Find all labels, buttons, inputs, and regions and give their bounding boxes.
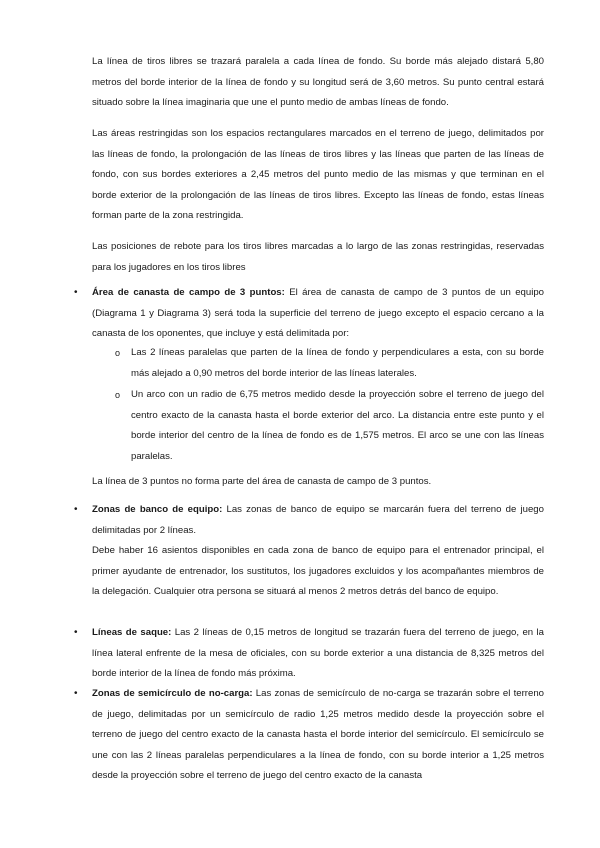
team-bench-title: Zonas de banco de equipo: [92,504,223,515]
three-point-parallel-lines-item: Las 2 líneas paralelas que parten de la línea de fondo y perpendiculares a esta, con su borde más alejado a 0,90 metros del borde interior de las líneas laterales. [131,347,544,379]
bullet-marker: • [74,688,78,699]
three-point-area-text: El área de canasta de campo de 3 puntos de un equipo (Diagrama 1 y Diagrama 3) será toda la superficie del terreno de juego excepto el espacio cercano a la canasta de los oponentes, que incluye y está delimitada por: [92,287,544,339]
three-point-area-item [92,283,544,345]
team-bench-text: Las zonas de banco de equipo se marcarán fuera del terreno de juego delimitadas por 2 líneas. [92,504,544,536]
throw-in-lines-item [92,623,544,685]
throw-in-lines-text: Las 2 líneas de 0,15 metros de longitud se trazarán fuera del terreno de juego, en la línea lateral enfrente de la mesa de oficiales, con su borde exterior a una distancia de 8,325 metros del borde interior de la línea de fondo más próxima. [92,627,545,679]
team-bench-item [92,500,544,541]
no-charge-semicircle-title: Zonas de semicírculo de no-carga: [92,688,253,699]
no-charge-semicircle-item [92,684,544,787]
bullet-marker: • [74,504,78,515]
sub-bullet-marker: o [115,390,121,400]
sub-bullet-marker: o [115,348,121,358]
bullet-marker: • [74,287,78,298]
bullet-marker: • [74,627,78,638]
three-point-area-title: Área de canasta de campo de 3 puntos: [92,287,285,298]
three-point-arc-item: Un arco con un radio de 6,75 metros medido desde la proyección sobre el terreno de juego del centro exacto de la canasta hasta el borde exterior del arco. La distancia entre este punto y el borde interior del centro de la línea de fondo es de 1,575 metros. El arco se une con las líneas paralelas. [131,389,544,462]
restricted-areas-paragraph: Las áreas restringidas son los espacios rectangulares marcados en el terreno de juego, delimitados por las líneas de fondo, la prolongación de las líneas de tiros libres y las líneas que parten de las líneas de fondo, con sus bordes exteriores a 2,45 metros del punto medio de las mismas y que terminan en el borde exterior de la prolongación de las líneas de tiros libres. Excepto las líneas de fondo, estas líneas forman parte de la zona restringida. [92,128,544,221]
throw-in-lines-title: Líneas de saque: [92,627,172,638]
no-charge-semicircle-text: Las zonas de semicírculo de no-carga se trazarán sobre el terreno de juego, delimitadas por un semicírculo de radio 1,25 metros medido desde la proyección sobre el terreno de juego del centro exacto de la canasta hasta el borde interior del semicírculo. El semicírculo se une con las 2 líneas paralelas perpendiculares a la línea de fondo, con su borde interior a 1,25 metros desde la proyección sobre el terreno de juego del centro exacto de la canasta [92,688,544,781]
three-point-line-note: La línea de 3 puntos no forma parte del área de canasta de campo de 3 puntos. [92,476,432,487]
rebound-positions-paragraph: Las posiciones de rebote para los tiros libres marcadas a lo largo de las zonas restringidas, reservadas para los jugadores en los tiros libres [92,241,544,273]
team-bench-seats-paragraph: Debe haber 16 asientos disponibles en cada zona de banco de equipo para el entrenador principal, el primer ayudante de entrenador, los sustitutos, los jugadores excluidos y los acompañantes miembros de la delegación. Cualquier otra persona se situará al menos 2 metros detrás del banco de equipo. [92,545,544,597]
free-throw-line-paragraph: La línea de tiros libres se trazará paralela a cada línea de fondo. Su borde más alejado distará 5,80 metros del borde interior de la línea de fondo y su longitud será de 3,60 metros. Su punto central estará situado sobre la línea imaginaria que une el punto medio de ambas líneas de fondo. [92,56,544,108]
